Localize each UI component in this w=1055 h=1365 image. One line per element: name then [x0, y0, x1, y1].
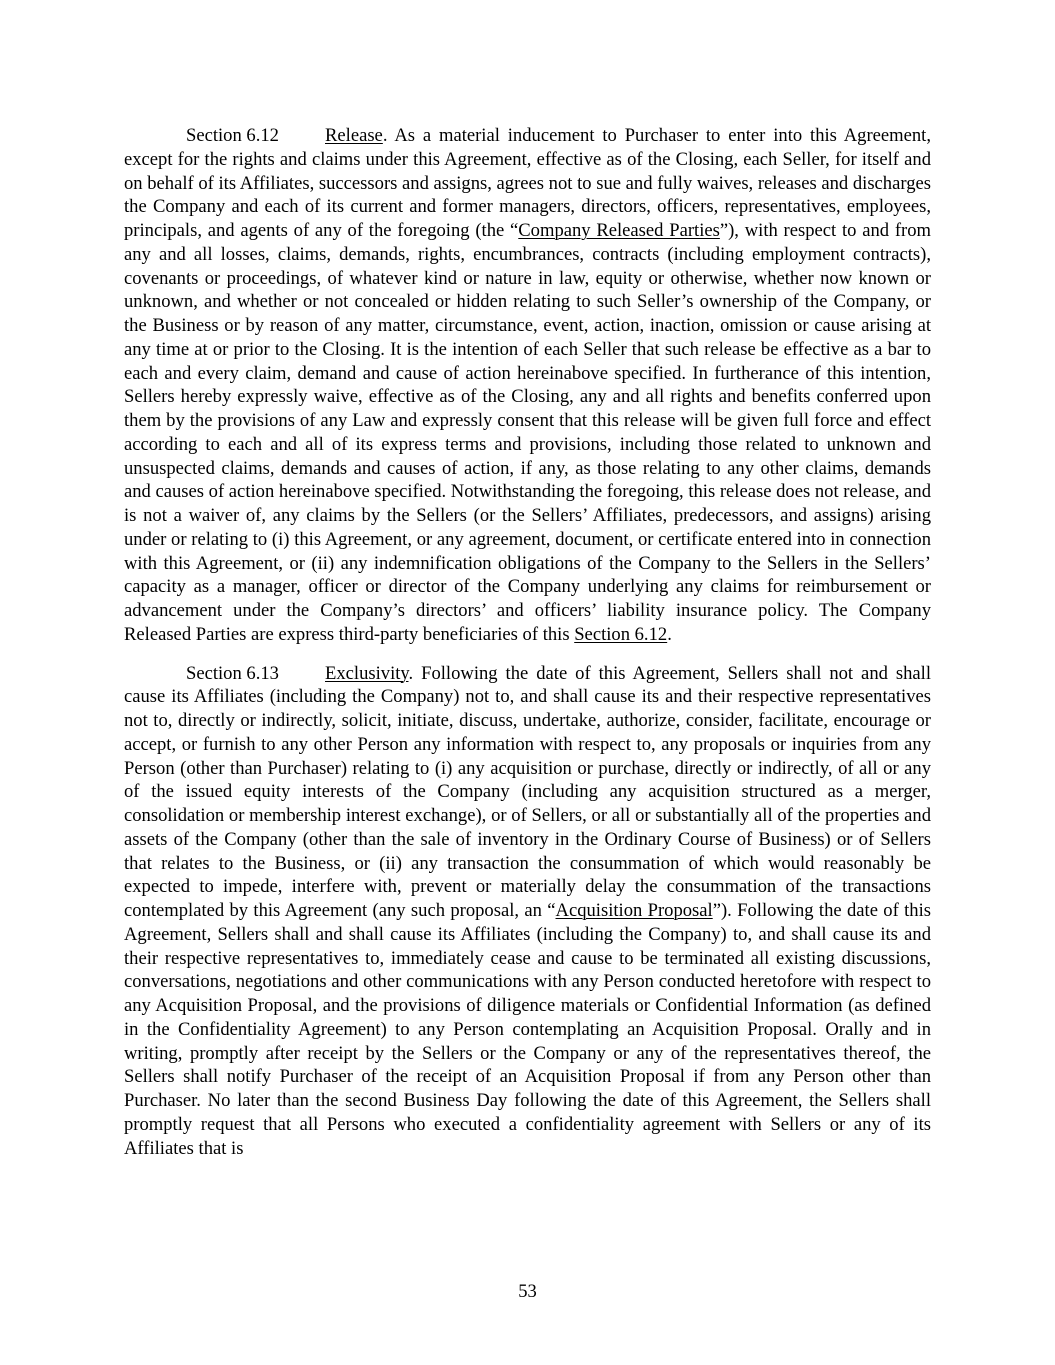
document-page	[124, 124, 931, 1175]
section-title: Exclusivity	[325, 662, 409, 684]
section-6-12-paragraph: Section 6.12 Release. As a material inducement to Purchaser to enter into this Agreement, except for the rights and claims under this Agreement, effective as of the Closing, each Seller, for itself and on behalf of its Affiliates, successors and assigns, agrees not to sue and fully waives, releases and discharges the Company and each of its current and former managers, directors, officers, representatives, employees, principals, and agents of any of the foregoing (the “Company Released Parties”), with respect to and from any and all losses, claims, demands, rights, encumbrances, contracts (including employment contracts), covenants or proceedings, of whatever kind or nature in law, equity or otherwise, whether now known or unknown, and whether or not concealed or hidden relating to such Seller’s ownership of the Company, or the Business or by reason of any matter, circumstance, event, action, inaction, omission or cause arising at any time at or prior to the Closing. It is the intention of each Seller that such release be effective as a bar to each and every claim, demand and cause of action hereinabove specified. In furtherance of this intention, Sellers hereby expressly waive, effective as of the Closing, any and all rights and benefits conferred upon them by the provisions of any Law and expressly consent that this release will be given full force and effect according to each and all of its express terms and provisions, including those related to unknown and unsuspected claims, demands and causes of action, if any, as those relating to any other claims, demands and causes of action hereinabove specified. Notwithstanding the foregoing, this release does not release, and is not a waiver of, any claims by the Sellers (or the Sellers’ Affiliates, predecessors, and assigns) arising under or relating to (i) this Agreement, or any agreement, document, or certificate entered into in connection with this Agreement, or (ii) any indemnification obligations of the Company to the Sellers in the Sellers’ capacity as a manager, officer or director of the Company underlying any claims for reimbursement or advancement under the Company’s directors’ and officers’ liability insurance policy. The Company Released Parties are express third-party beneficiaries of this Section 6.12.	[124, 125, 932, 645]
defined-term: Company Released Parties	[518, 220, 720, 241]
body-text: ”), with respect to and from any and all losses, claims, demands, rights, encumbrances, contracts (including employment contracts), covenants or proceedings, of whatever kind or nature in law, equity or otherwise, whether now known or unknown, and whether or not concealed or hidden relating to such Seller’s ownership of the Company, or the Business or by reason of any matter, circumstance, event, action, inaction, omission or cause arising at any time at or prior to the Closing. It is the intention of each Seller that such release be effective as a bar to each and every claim, demand and cause of action hereinabove specified. In furtherance of this intention, Sellers hereby expressly waive, effective as of the Closing, any and all rights and benefits conferred upon them by the provisions of any Law and expressly consent that this release will be given full force and effect according to each and all of its express terms and provisions, including those related to unknown and unsuspected claims, demands and causes of action, if any, as those relating to any other claims, demands and causes of action hereinabove specified. Notwithstanding the foregoing, this release does not release, and is not a waiver of, any claims by the Sellers (or the Sellers’ Affiliates, predecessors, and assigns) arising under or relating to (i) this Agreement, or any agreement, document, or certificate entered into in connection with this Agreement, or (ii) any indemnification obligations of the Company to the Sellers in the Sellers’ capacity as a manager, officer or director of the Company underlying any claims for reimbursement or advancement under the Company’s directors’ and officers’ liability insurance policy. The Company Released Parties are express third-party beneficiaries of this	[124, 220, 932, 645]
section-title: Release	[325, 125, 383, 146]
cross-reference: Section 6.12	[574, 623, 668, 645]
page-number: 53	[518, 1281, 537, 1302]
body-text: As a material inducement to Purchaser to enter into this Agreement, except for the rights and claims under this Agreement, effective as of the Closing, each Seller, for itself and on behalf of its Affiliates, successors and assigns, agrees not to sue and fully waives, releases and discharges the Company and each of its current and former managers, directors, officers, representatives, employees, principals, and agents of any of the foregoing (the “	[124, 125, 931, 241]
body-text: .	[667, 623, 672, 645]
section-number: Section 6.13	[186, 662, 279, 684]
body-text: Following the date of this Agreement, Sellers shall not and shall cause its Affiliates (including the Company) not to, and shall cause its and their respective representatives not to, directly or indirectly, solicit, initiate, discuss, undertake, authorize, consider, facilitate, encourage or accept, or furnish to any other Person any information with respect to, any proposals or inquiries from any Person (other than Purchaser) relating to (i) any acquisition or purchase, directly or indirectly, of all or any of the issued equity interests of the Company (including any acquisition structured as a merger, consolidation or membership interest exchange), or of Sellers, or all or substantially all of the properties and assets of the Company (other than the sale of inventory in the Ordinary Course of Business) or of Sellers that relates to the Business, or (ii) any transaction the consummation of which would reasonably be expected to impede, interfere with, prevent or materially delay the consummation of the transactions contemplated by this Agreement (any such proposal, an “	[124, 662, 931, 921]
defined-term: Acquisition Proposal	[555, 900, 713, 921]
section-number: Section 6.12	[186, 125, 279, 146]
body-text: ”). Following the date of this Agreement, Sellers shall and shall cause its Affiliates (including the Company) to, and shall cause its and their respective representatives to, immediately cease and cause to be terminated all existing discussions, conversations, negotiations and other communications with any Person conducted heretofore with respect to any Acquisition Proposal, and the provisions of diligence materials or Confidential Information (as defined in the Confidentiality Agreement) to any Person contemplating an Acquisition Proposal. Orally and in writing, promptly after receipt by the Sellers or the Company or any of the representatives thereof, the Sellers shall notify Purchaser of the receipt of an Acquisition Proposal if from any Person other than Purchaser. No later than the second Business Day following the date of this Agreement, the Sellers shall promptly request that all Persons who executed a confidentiality agreement with Sellers or any of its Affiliates that is	[124, 900, 931, 1159]
section-6-13-paragraph: Section 6.13 Exclusivity. Following the date of this Agreement, Sellers shall not and shall cause its Affiliates (including the Company) not to, and shall cause its and their respective representatives not to, directly or indirectly, solicit, initiate, discuss, undertake, authorize, consider, facilitate, encourage or accept, or furnish to any other Person any information with respect to, any proposals or inquiries from any Person (other than Purchaser) relating to (i) any acquisition or purchase, directly or indirectly, of all or any of the issued equity interests of the Company (including any acquisition structured as a merger, consolidation or membership interest exchange), or of Sellers, or all or substantially all of the properties and assets of the Company (other than the sale of inventory in the Ordinary Course of Business) or of Sellers that relates to the Business, or (ii) any transaction the consummation of which would reasonably be expected to impede, interfere with, prevent or materially delay the consummation of the transactions contemplated by this Agreement (any such proposal, an “Acquisition Proposal”). Following the date of this Agreement, Sellers shall and shall cause its Affiliates (including the Company) to, and shall cause its and their respective representatives to, immediately cease and cause to be terminated all existing discussions, conversations, negotiations and other communications with any Person conducted heretofore with respect to any Acquisition Proposal, and the provisions of diligence materials or Confidential Information (as defined in the Confidentiality Agreement) to any Person contemplating an Acquisition Proposal. Orally and in writing, promptly after receipt by the Sellers or the Company or any of the representatives thereof, the Sellers shall notify Purchaser of the receipt of an Acquisition Proposal if from any Person other than Purchaser. No later than the second Business Day following the date of this Agreement, the Sellers shall promptly request that all Persons who executed a confidentiality agreement with Sellers or any of its Affiliates that is	[124, 662, 931, 1159]
